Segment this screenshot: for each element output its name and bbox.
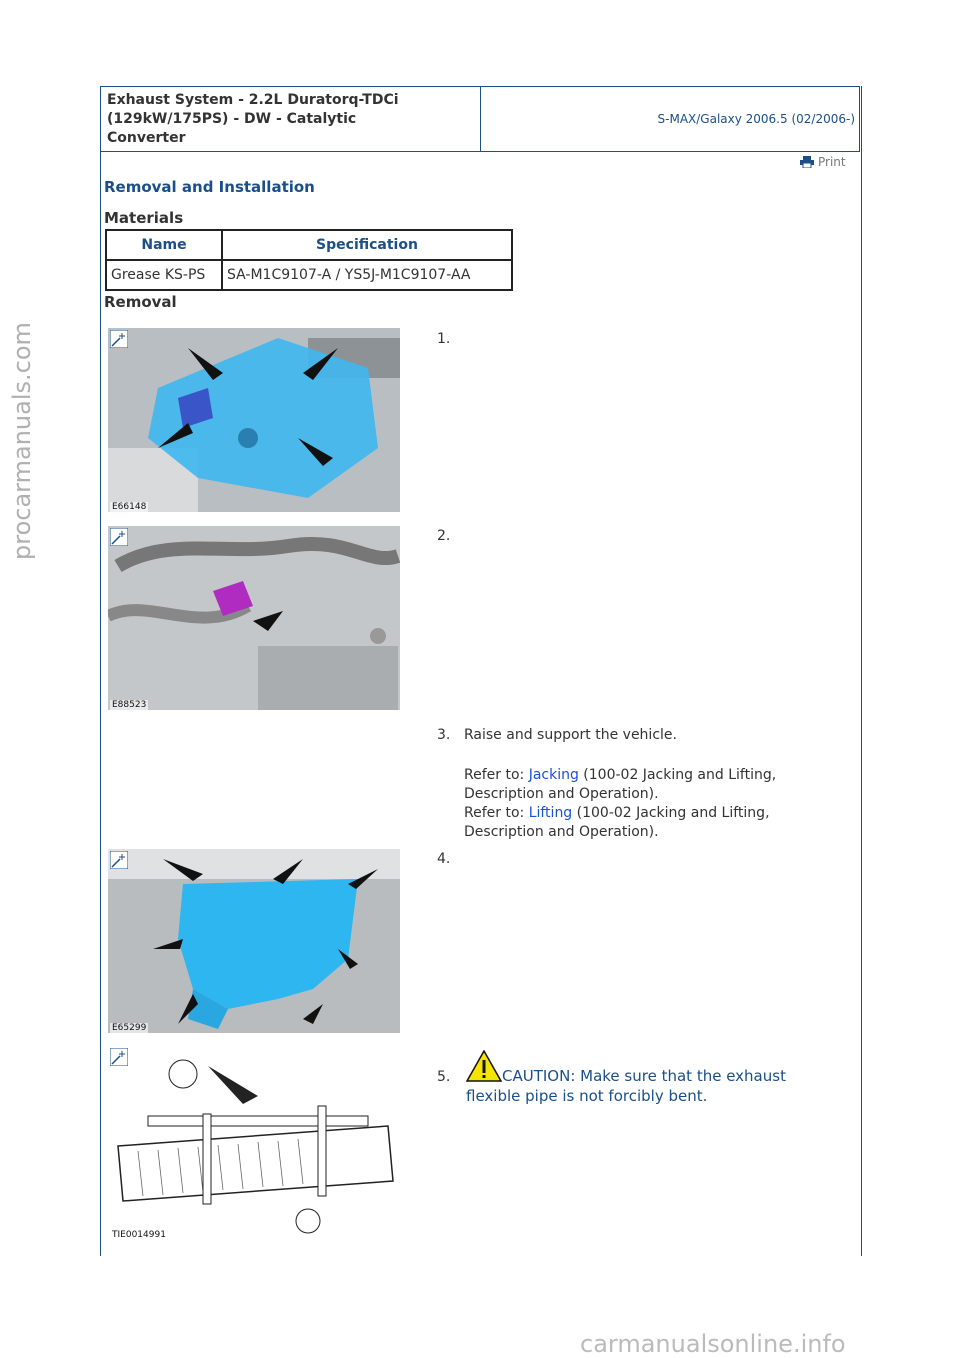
title-line-1: Exhaust System - 2.2L Duratorq-TDCi [107, 92, 399, 108]
zoom-icon[interactable] [110, 528, 128, 546]
step-1-image[interactable] [108, 328, 400, 512]
material-spec: SA-M1C9107-A / YS5J-M1C9107-AA [222, 260, 512, 290]
watermark: procarmanuals.com [8, 322, 36, 560]
step-3-number: 3. [437, 727, 451, 743]
step-5-number: 5. [437, 1069, 451, 1085]
materials-table [105, 229, 513, 291]
col-header-name: Name [106, 230, 222, 260]
removal-heading: Removal [104, 293, 177, 311]
undertray-illustration [108, 849, 400, 1033]
material-name: Grease KS-PS [106, 260, 222, 290]
engine-cover-illustration [108, 328, 400, 512]
jacking-link[interactable]: Jacking [528, 767, 579, 783]
ref-line: Description and Operation). [464, 786, 659, 802]
section-title: Removal and Installation [104, 178, 315, 196]
title-line-3: Converter [107, 130, 186, 146]
ref-suffix: (100-02 Jacking and Lifting, [572, 805, 770, 821]
zoom-icon[interactable] [110, 330, 128, 348]
document-header [100, 86, 860, 152]
footer-watermark: carmanualsonline.info [580, 1330, 846, 1358]
lifting-link[interactable]: Lifting [528, 805, 573, 821]
ref-prefix: Refer to: [464, 767, 529, 783]
ref-suffix: (100-02 Jacking and Lifting, [578, 767, 777, 783]
step-2-image[interactable] [108, 526, 400, 710]
step-1-number: 1. [437, 331, 451, 347]
print-button[interactable] [800, 155, 846, 169]
ref-line: Description and Operation). [464, 824, 659, 840]
caution-text [466, 1048, 846, 1106]
image-caption: E88523 [112, 700, 147, 710]
flexible-pipe-illustration [108, 1046, 408, 1242]
document-title [101, 87, 481, 151]
step-4-image[interactable] [108, 849, 400, 1033]
caution-line-1: CAUTION: Make sure that the exhaust [502, 1067, 786, 1085]
ref-prefix: Refer to: [464, 805, 529, 821]
step-4-number: 4. [437, 851, 451, 867]
image-caption: E65299 [112, 1023, 147, 1033]
zoom-icon[interactable] [110, 1048, 128, 1066]
sensor-connector-illustration [108, 526, 400, 710]
col-header-specification: Specification [222, 230, 512, 260]
step-3-text: Raise and support the vehicle. [464, 727, 677, 743]
title-line-2: (129kW/175PS) - DW - Catalytic [107, 111, 357, 127]
materials-heading: Materials [104, 209, 184, 227]
table-row [106, 260, 512, 290]
caution-line-2: flexible pipe is not forcibly bent. [466, 1087, 708, 1105]
zoom-icon[interactable] [110, 851, 128, 869]
image-caption: TIE0014991 [112, 1230, 166, 1240]
step-5-image[interactable] [108, 1046, 408, 1242]
vehicle-model: S-MAX/Galaxy 2006.5 (02/2006-) [657, 112, 855, 126]
printer-icon [800, 156, 814, 168]
image-caption: E66148 [112, 502, 147, 512]
step-2-number: 2. [437, 528, 451, 544]
print-label: Print [818, 155, 846, 169]
step-3-references [464, 766, 854, 842]
